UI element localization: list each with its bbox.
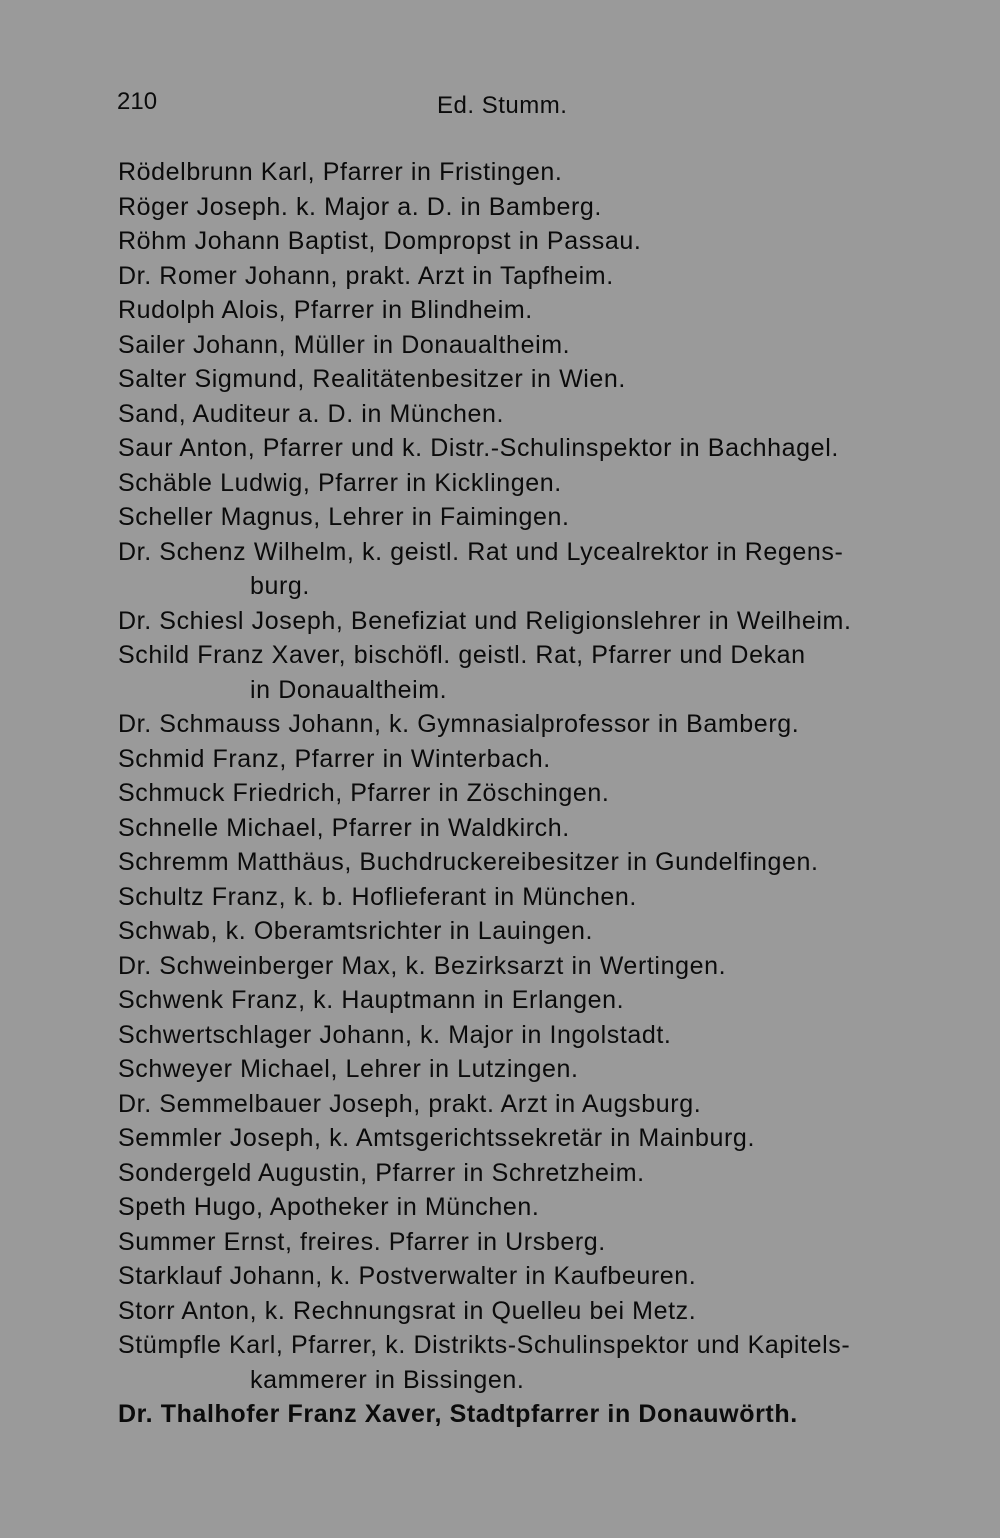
- list-entry: Schwenk Franz, k. Hauptmann in Erlangen.: [118, 986, 625, 1014]
- list-entry: Speth Hugo, Apotheker in München.: [118, 1193, 540, 1221]
- list-entry: Semmler Joseph, k. Amtsgerichtssekretär in Mainburg.: [118, 1124, 755, 1152]
- list-entry: Dr. Romer Johann, prakt. Arzt in Tapfheim.: [118, 261, 614, 290]
- list-entry: Dr. Schweinberger Max, k. Bezirksarzt in Wertingen.: [118, 951, 727, 980]
- list-entry: Schwab, k. Oberamtsrichter in Lauingen.: [118, 917, 594, 945]
- list-entry: Sondergeld Augustin, Pfarrer in Schretzheim.: [118, 1158, 645, 1187]
- list-entry: Sailer Johann, Müller in Donaualtheim.: [118, 330, 571, 359]
- list-entry: Summer Ernst, freires. Pfarrer in Ursberg.: [118, 1227, 606, 1256]
- list-entry: Dr. Schenz Wilhelm, k. geistl. Rat und Lycealrektor in Regens-: [118, 537, 844, 566]
- list-entry: Stümpfle Karl, Pfarrer, k. Distrikts-Schulinspektor und Kapitels-: [118, 1331, 851, 1359]
- list-entry: Schnelle Michael, Pfarrer in Waldkirch.: [118, 813, 570, 842]
- list-entry: Dr. Semmelbauer Joseph, prakt. Arzt in Augsburg.: [118, 1089, 702, 1118]
- list-entry-continuation: kammerer in Bissingen.: [250, 1365, 525, 1394]
- page-number: 210: [117, 88, 158, 115]
- list-entry: Schremm Matthäus, Buchdruckereibesitzer in Gundelfingen.: [118, 848, 819, 876]
- list-entry: Starklauf Johann, k. Postverwalter in Kaufbeuren.: [118, 1262, 697, 1290]
- list-entry: Schultz Franz, k. b. Hoflieferant in München.: [118, 882, 637, 911]
- list-entry: Röhm Johann Baptist, Dompropst in Passau.: [118, 227, 642, 255]
- list-entry-continuation: in Donaualtheim.: [250, 675, 448, 704]
- member-list: [118, 155, 938, 1432]
- list-entry: Storr Anton, k. Rechnungsrat in Quelleu bei Metz.: [118, 1296, 697, 1325]
- list-entry: Rödelbrunn Karl, Pfarrer in Fristingen.: [118, 158, 563, 186]
- list-entry: Sand, Auditeur a. D. in München.: [118, 399, 505, 428]
- running-head: Ed. Stumm.: [437, 92, 568, 119]
- page-header: [0, 88, 1000, 124]
- list-entry: Röger Joseph. k. Major a. D. in Bamberg.: [118, 192, 602, 221]
- list-entry: Dr. Schmauss Johann, k. Gymnasialprofessor in Bamberg.: [118, 710, 800, 738]
- list-entry: Scheller Magnus, Lehrer in Faimingen.: [118, 503, 570, 531]
- list-entry: Schäble Ludwig, Pfarrer in Kicklingen.: [118, 468, 562, 497]
- list-entry: Salter Sigmund, Realitätenbesitzer in Wien.: [118, 365, 626, 393]
- list-entry: Schmuck Friedrich, Pfarrer in Zöschingen.: [118, 779, 610, 807]
- list-entry: Saur Anton, Pfarrer und k. Distr.-Schulinspektor in Bachhagel.: [118, 434, 839, 462]
- list-entry: Dr. Thalhofer Franz Xaver, Stadtpfarrer in Donauwörth.: [118, 1400, 798, 1428]
- list-entry: Rudolph Alois, Pfarrer in Blindheim.: [118, 296, 533, 324]
- list-entry: Schweyer Michael, Lehrer in Lutzingen.: [118, 1055, 579, 1083]
- list-entry: Schmid Franz, Pfarrer in Winterbach.: [118, 744, 551, 773]
- list-entry: Dr. Schiesl Joseph, Benefiziat und Religionslehrer in Weilheim.: [118, 606, 852, 635]
- list-entry: Schwertschlager Johann, k. Major in Ingolstadt.: [118, 1020, 672, 1049]
- list-entry: Schild Franz Xaver, bischöfl. geistl. Rat, Pfarrer und Dekan: [118, 641, 806, 669]
- list-entry-continuation: burg.: [250, 572, 310, 600]
